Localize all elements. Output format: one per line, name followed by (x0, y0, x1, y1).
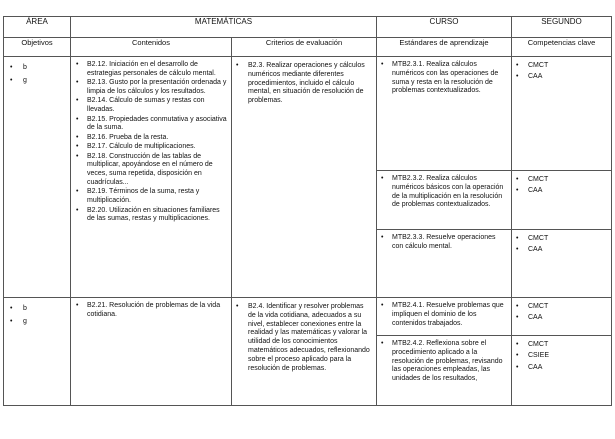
contenido-item: • B2.15. Propiedades conmutativa y asociativa de la suma. (76, 116, 227, 134)
estandar-cell: • MTB2.3.2. Realiza cálculos numéricos básicos con la operación de la multiplicación en la resolución de problemas contextualizados. (377, 171, 512, 230)
contenido-item: • B2.21. Resolución de problemas de la vida cotidiana. (76, 302, 227, 320)
contenido-item: • B2.14. Cálculo de sumas y restas con llevadas. (76, 97, 227, 115)
competencias-cell (512, 298, 612, 336)
competencia-item: • CAA (516, 186, 609, 196)
competencias-cell (512, 230, 612, 298)
contenido-item: • B2.12. Iniciación en el desarrollo de estrategias personales de cálculo mental. (76, 61, 227, 79)
course-label-header: CURSO (377, 17, 512, 38)
subject-header: MATEMÁTICAS (71, 17, 377, 38)
objetivo-item: • b (10, 63, 66, 72)
competencia-item: • CMCT (516, 234, 609, 244)
objetivo-item: • b (10, 304, 66, 313)
estandar-text: MTB2.4.1. Resuelve problemas que impliquen el dominio de los contenidos trabajados. (392, 302, 504, 327)
block1-criterio-cell: • B2.3. Realizar operaciones y cálculos numéricos mediante diferentes procedimientos, incluido el cálculo mental, en situación de resolución de problemas. (232, 57, 377, 298)
curriculum-table (3, 16, 612, 406)
block1-row1 (4, 57, 612, 171)
competencias-cell (512, 336, 612, 406)
estandar-text: MTB2.3.1. Realiza cálculos numéricos con las operaciones de suma y resta en la resolución de problemas contextualizados. (392, 61, 499, 95)
estandar-cell: • MTB2.4.1. Resuelve problemas que impliquen el dominio de los contenidos trabajados. (377, 298, 512, 336)
contenido-item: • B2.17. Cálculo de multiplicaciones. (76, 143, 227, 152)
header-row (4, 17, 612, 38)
criterio-text: B2.3. Realizar operaciones y cálculos numéricos mediante diferentes procedimientos, incluido el cálculo mental, en situación de resolución de problemas. (248, 62, 365, 105)
block2-contenidos-cell (71, 298, 232, 406)
course-value-header: SEGUNDO (512, 17, 612, 38)
competencia-item: • CAA (516, 313, 609, 323)
competencias-header: Competencias clave (512, 38, 612, 57)
criterios-header: Criterios de evaluación (232, 38, 377, 57)
competencia-item: • CSIEE (516, 351, 609, 361)
competencia-item: • CMCT (516, 175, 609, 185)
subheader-row (4, 38, 612, 57)
competencia-item: • CAA (516, 72, 609, 82)
competencia-item: • CAA (516, 245, 609, 255)
objetivos-header: Objetivos (4, 38, 71, 57)
competencias-cell (512, 171, 612, 230)
criterio-text: B2.4. Identificar y resolver problemas de la vida cotidiana, adecuados a su nivel, establecer conexiones entre la realidad y las matemáticas y valorar la utilidad de los conocimientos matemáticos adecuados, reflexionando sobre el proceso aplicado para la resolución de problemas. (248, 303, 370, 372)
competencia-item: • CMCT (516, 302, 609, 312)
block1-objetivos-cell (4, 57, 71, 298)
contenido-item: • B2.19. Términos de la suma, resta y multiplicación. (76, 188, 227, 206)
contenido-item: • B2.13. Gusto por la presentación ordenada y limpia de los cálculos y los resultados. (76, 79, 227, 97)
estandar-cell: • MTB2.3.3. Resuelve operaciones con cálculo mental. (377, 230, 512, 298)
estandar-text: MTB2.3.3. Resuelve operaciones con cálculo mental. (392, 234, 496, 250)
estandar-cell: • MTB2.3.1. Realiza cálculos numéricos con las operaciones de suma y resta en la resolución de problemas contextualizados. (377, 57, 512, 171)
competencias-cell (512, 57, 612, 171)
estandar-cell: • MTB2.4.2. Reflexiona sobre el procedimiento aplicado a la resolución de problemas, revisando las operaciones empleadas, las unidades de los resultados, (377, 336, 512, 406)
objetivo-item: • g (10, 317, 66, 326)
contenido-item: • B2.18. Construcción de las tablas de multiplicar, apoyándose en el número de veces, suma repetida, disposición en cuadrículas... (76, 153, 227, 188)
competencia-item: • CMCT (516, 340, 609, 350)
competencia-item: • CAA (516, 363, 609, 373)
estandar-text: MTB2.4.2. Reflexiona sobre el procedimiento aplicado a la resolución de problemas, revisando las operaciones empleadas, las unidades de los resultados, (392, 340, 503, 383)
block1-contenidos-cell (71, 57, 232, 298)
area-header: ÁREA (4, 17, 71, 38)
contenidos-header: Contenidos (71, 38, 232, 57)
contenido-item: • B2.16. Prueba de la resta. (76, 134, 227, 143)
block2-row1 (4, 298, 612, 336)
competencia-item: • CMCT (516, 61, 609, 71)
objetivo-item: • g (10, 76, 66, 85)
block2-criterio-cell: • B2.4. Identificar y resolver problemas de la vida cotidiana, adecuados a su nivel, establecer conexiones entre la realidad y las matemáticas y valorar la utilidad de los conocimientos matemáticos adecuados, reflexionando sobre el proceso aplicado para la resolución de problemas. (232, 298, 377, 406)
estandares-header: Estándares de aprendizaje (377, 38, 512, 57)
block2-objetivos-cell (4, 298, 71, 406)
contenido-item: • B2.20. Utilización en situaciones familiares de las sumas, restas y multiplicaciones. (76, 207, 227, 225)
estandar-text: MTB2.3.2. Realiza cálculos numéricos básicos con la operación de la multiplicación en la resolución de problemas contextualizados. (392, 175, 504, 209)
